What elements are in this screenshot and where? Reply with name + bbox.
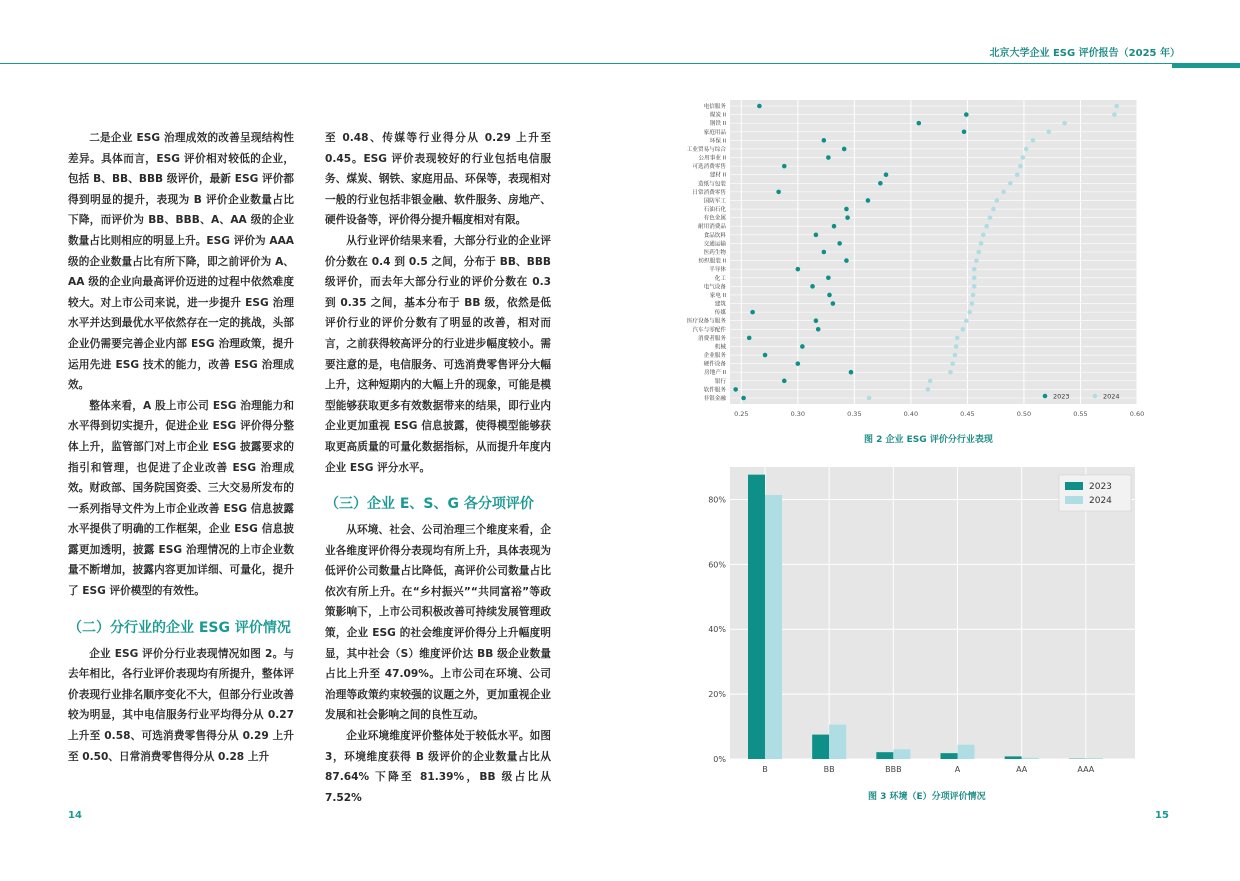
y-tick-label: 食品饮料 bbox=[703, 232, 726, 239]
header-rule bbox=[0, 63, 1240, 64]
point-2024 bbox=[972, 284, 977, 289]
y-tick-label: 40% bbox=[708, 625, 726, 635]
x-tick-label: AA bbox=[1016, 765, 1028, 774]
y-tick-label: 80% bbox=[708, 495, 726, 505]
y-tick-label: 电气设备 bbox=[703, 284, 726, 291]
bar-2023 bbox=[812, 735, 829, 759]
y-tick-label: 非银金融 bbox=[703, 396, 726, 402]
x-tick-label: 0.35 bbox=[847, 410, 862, 418]
point-2023 bbox=[827, 293, 832, 298]
point-2024 bbox=[964, 318, 969, 323]
point-2023 bbox=[810, 284, 815, 289]
y-tick-label: 家电 II bbox=[709, 292, 726, 299]
point-2023 bbox=[831, 301, 836, 306]
point-2024 bbox=[961, 327, 966, 332]
point-2024 bbox=[1008, 181, 1013, 186]
point-2024 bbox=[955, 336, 960, 341]
y-tick-label: 可选消费零售 bbox=[692, 164, 726, 171]
figure3-caption: 图 3 环境（E）分项评价情况 bbox=[868, 792, 986, 802]
point-2024 bbox=[988, 215, 993, 220]
bar-2024 bbox=[1022, 758, 1039, 759]
x-tick-label: 0.60 bbox=[1129, 410, 1145, 418]
point-2023 bbox=[814, 233, 819, 238]
point-2023 bbox=[837, 241, 842, 246]
point-2023 bbox=[741, 396, 746, 401]
bar-2023 bbox=[876, 752, 893, 759]
report-title: 北京大学企业 ESG 评价报告（2025 年） bbox=[989, 48, 1180, 59]
point-2023 bbox=[782, 379, 787, 384]
y-tick-label: 建筑 bbox=[714, 301, 726, 308]
x-tick-label: A bbox=[954, 765, 961, 774]
page-number-left: 14 bbox=[68, 810, 82, 821]
point-2024 bbox=[953, 353, 958, 358]
point-2023 bbox=[832, 224, 837, 229]
point-2024 bbox=[971, 293, 976, 298]
point-2023 bbox=[826, 155, 831, 160]
y-tick-label: 环保 II bbox=[709, 138, 726, 145]
y-tick-label: 化工 bbox=[714, 275, 726, 282]
point-2023 bbox=[964, 112, 969, 117]
x-tick-label: 0.50 bbox=[1016, 410, 1032, 418]
point-2024 bbox=[867, 396, 872, 401]
y-tick-label: 电信服务 bbox=[703, 104, 726, 110]
y-tick-label: 造纸与包装 bbox=[698, 181, 726, 188]
point-2023 bbox=[866, 198, 871, 203]
legend-swatch-2023 bbox=[1065, 482, 1083, 490]
point-2024 bbox=[928, 379, 933, 384]
point-2023 bbox=[782, 164, 787, 169]
point-2023 bbox=[844, 258, 849, 263]
y-tick-label: 石油石化 bbox=[703, 207, 726, 214]
point-2024 bbox=[926, 387, 931, 392]
y-tick-label: 传媒 bbox=[714, 310, 726, 317]
left-text-column bbox=[68, 128, 294, 767]
legend-marker-2023 bbox=[1043, 394, 1048, 399]
bar-2023 bbox=[1005, 756, 1022, 759]
point-2024 bbox=[1114, 104, 1119, 109]
y-tick-label: 硬件设备 bbox=[703, 361, 726, 368]
figure2-caption: 图 2 企业 ESG 评价分行业表现 bbox=[864, 435, 993, 445]
middle-text-column bbox=[325, 128, 551, 808]
bar-2023 bbox=[748, 475, 765, 759]
paragraph: 从环境、社会、公司治理三个维度来看，企业各维度评价得分表现均有所上升，具体表现为低评价公司数量占比降低，高评价公司数量占比依次有所上升。在“乡村振兴”“共同富裕”等政策影响下，上市公司积极改善可持续发展管理政策，企业 ESG 的社会维度评价得分上升幅度明显，其中社会（S）维度评价达 BB 级企业数量占比上升至 47.09%。上市公司在环境、公司治理等政策约束较强的议题之外，更加重视企业发展和社会影响之间的良性互动。 bbox=[325, 524, 551, 722]
x-tick-label: 0.30 bbox=[790, 410, 806, 418]
point-2023 bbox=[845, 215, 850, 220]
point-2024 bbox=[972, 275, 977, 280]
x-tick-label: 0.45 bbox=[960, 410, 975, 418]
y-tick-label: 国防军工 bbox=[703, 198, 726, 205]
point-2023 bbox=[733, 387, 738, 392]
point-2024 bbox=[972, 267, 977, 272]
point-2023 bbox=[822, 250, 827, 255]
point-2023 bbox=[757, 104, 762, 109]
y-tick-label: 纺织服装 II bbox=[698, 258, 726, 265]
point-2024 bbox=[1015, 172, 1020, 177]
paragraph: 至 0.48、传媒等行业得分从 0.29 上升至 0.45。ESG 评价表现较好的行业包括电信服务、煤炭、钢铁、家庭用品、环保等，表现相对一般的行业包括非银金融、软件服务、房地产、硬件设备等，评价得分提升幅度相对有限。 bbox=[325, 132, 551, 227]
y-tick-label: 煤炭 II bbox=[709, 112, 726, 119]
point-2024 bbox=[1018, 164, 1023, 169]
y-tick-label: 20% bbox=[708, 690, 726, 700]
x-tick-label: 0.40 bbox=[903, 410, 919, 418]
point-2023 bbox=[822, 138, 827, 143]
y-tick-label: 汽车与零配件 bbox=[692, 327, 726, 334]
bar-2024 bbox=[1086, 758, 1103, 759]
y-tick-label: 建材 II bbox=[709, 172, 726, 179]
y-tick-label: 家庭用品 bbox=[703, 129, 726, 136]
point-2024 bbox=[954, 344, 959, 349]
paragraph: 从行业评价结果来看，大部分行业的企业评价分数在 0.4 到 0.5 之间，分布于 BB、BBB 级评价，而去年大部分行业的评价分数在 0.3 到 0.35 之间，基本分布于 BB 级，依然是低评价行业的评价分数有了明显的改善，相对而言，之前获得较高评分的行业进步幅度较小。需要注意的是，电信服务、可选消费零售评分大幅上升，这种短期内的大幅上升的现象，可能是模型能够获取更多有效数据带来的结果，即行业内企业更加重视 ESG 信息披露，使得模型能够获取更高质量的可量化数据指标，从而提升年度内企业 ESG 评分水平。 bbox=[325, 234, 551, 474]
bar-2024 bbox=[958, 745, 975, 759]
section-heading-esg: （三）企业 E、S、G 各分项评价 bbox=[325, 496, 534, 513]
point-2023 bbox=[747, 336, 752, 341]
page-number-right: 15 bbox=[1155, 810, 1169, 821]
y-tick-label: 交通运输 bbox=[703, 241, 726, 248]
point-2024 bbox=[991, 207, 996, 212]
paragraph: 企业环境维度评价整体处于较低水平。如图 3，环境维度获得 B 级评价的企业数量占比从 87.64% 下降至 81.39%，BB 级占比从 7.52% bbox=[325, 730, 551, 804]
point-2024 bbox=[974, 258, 979, 263]
legend-label-2023: 2023 bbox=[1089, 482, 1112, 492]
point-2023 bbox=[816, 327, 821, 332]
point-2024 bbox=[1021, 155, 1026, 160]
point-2024 bbox=[981, 233, 986, 238]
y-tick-label: 企业服务 bbox=[703, 353, 726, 360]
point-2024 bbox=[1001, 190, 1006, 195]
x-tick-label: 0.55 bbox=[1073, 410, 1088, 418]
point-2023 bbox=[776, 190, 781, 195]
point-2024 bbox=[948, 370, 953, 375]
y-tick-label: 工业贸易与综合 bbox=[686, 146, 726, 153]
bar-2024 bbox=[893, 749, 910, 759]
x-tick-label: BB bbox=[823, 765, 835, 774]
point-2023 bbox=[878, 181, 883, 186]
point-2023 bbox=[800, 344, 805, 349]
y-tick-label: 消费者服务 bbox=[698, 335, 726, 342]
y-tick-label: 银行 bbox=[714, 378, 726, 385]
point-2023 bbox=[796, 361, 801, 366]
y-tick-label: 日常消费零售 bbox=[692, 189, 726, 196]
legend-swatch-2024 bbox=[1065, 496, 1083, 504]
point-2024 bbox=[1047, 129, 1052, 134]
y-tick-label: 软件服务 bbox=[703, 387, 726, 394]
point-2023 bbox=[884, 172, 889, 177]
legend-label-2024: 2024 bbox=[1103, 392, 1120, 401]
bar-2023 bbox=[941, 753, 958, 759]
point-2024 bbox=[995, 198, 1000, 203]
header-accent-bar bbox=[1172, 63, 1240, 68]
y-tick-label: 医药生物 bbox=[703, 250, 726, 256]
legend-label-2024: 2024 bbox=[1089, 496, 1112, 506]
point-2023 bbox=[763, 353, 768, 358]
point-2024 bbox=[970, 301, 975, 306]
legend-label-2023: 2023 bbox=[1053, 392, 1070, 401]
point-2023 bbox=[962, 129, 967, 134]
y-tick-label: 公用事业 II bbox=[698, 155, 726, 162]
point-2024 bbox=[1112, 112, 1117, 117]
point-2024 bbox=[1031, 138, 1036, 143]
y-tick-label: 0% bbox=[713, 755, 726, 764]
y-tick-label: 60% bbox=[708, 560, 726, 570]
point-2023 bbox=[849, 370, 854, 375]
paragraph: 企业 ESG 评价分行业表现情况如图 2。与去年相比，各行业评价表现均有所提升，整体评价表现行业排名顺序变化不大，但部分行业改善较为明显，其中电信服务行业平均得分从 0.27 上升至 0.58、可选消费零售得分从 0.29 上升至 0.50、日常消费零售得分从 0.28 上升 bbox=[68, 647, 294, 763]
y-tick-label: 耐用消费品 bbox=[698, 224, 726, 231]
point-2024 bbox=[1062, 121, 1067, 126]
legend-marker-2024 bbox=[1093, 394, 1098, 399]
y-tick-label: 钢铁 II bbox=[709, 121, 726, 128]
point-2023 bbox=[917, 121, 922, 126]
y-tick-label: 机械 bbox=[714, 344, 726, 351]
x-tick-label: B bbox=[762, 765, 768, 774]
bar-2024 bbox=[829, 725, 846, 759]
point-2023 bbox=[750, 310, 755, 315]
industry-esg-dot-chart bbox=[686, 96, 1145, 426]
point-2023 bbox=[842, 147, 847, 152]
point-2024 bbox=[967, 310, 972, 315]
paragraph: 二是企业 ESG 治理成效的改善呈现结构性差异。具体而言，ESG 评价相对较低的企业，包括 B、BB、BBB 级评价，最新 ESG 评价都得到明显的提升，表现为 B 评价企业数量占比下降，而评价为 BB、BBB、A、AA 级的企业数量占比则相应的明显上升。ESG 评价为 AAA 级的企业数量占比有所下降，即之前评价为 A、AA 级的企业向最高评价迈进的过程中依然难度较大。对上市公司来说，进一步提升 ESG 治理水平并达到最优水平依然存在一定的挑战，头部企业仍需要完善企业内部 ESG 治理政策，提升运用先进 ESG 技术的能力，改善 ESG 治理成效。 bbox=[68, 132, 294, 392]
y-tick-label: 半导体 bbox=[709, 267, 726, 274]
y-tick-label: 有色金属 bbox=[703, 215, 726, 222]
point-2023 bbox=[844, 207, 849, 212]
section-heading-industry: （二）分行业的企业 ESG 评价情况 bbox=[68, 619, 291, 636]
x-tick-label: BBB bbox=[885, 765, 902, 774]
point-2023 bbox=[826, 275, 831, 280]
x-tick-label: 0.25 bbox=[734, 410, 749, 418]
y-tick-label: 房地产 II bbox=[704, 370, 726, 377]
point-2024 bbox=[984, 224, 989, 229]
point-2024 bbox=[1024, 147, 1029, 152]
environment-rating-bar-chart bbox=[690, 462, 1140, 787]
y-tick-label: 医疗设备与服务 bbox=[686, 318, 726, 325]
point-2023 bbox=[814, 318, 819, 323]
x-tick-label: AAA bbox=[1077, 765, 1095, 774]
point-2024 bbox=[976, 250, 981, 255]
point-2023 bbox=[796, 267, 801, 272]
point-2024 bbox=[979, 241, 984, 246]
paragraph: 整体来看，A 股上市公司 ESG 治理能力和水平得到切实提升，促进企业 ESG 评价得分整体上升，监管部门对上市企业 ESG 披露要求的指引和管理，也促进了企业改善 ESG 治理成效。财政部、国务院国资委、三大交易所发布的一系列指导文件为上市企业改善 ESG 信息披露水平提供了明确的工作框架，企业 ESG 信息披露更加透明，披露 ESG 治理情况的上市企业数量不断增加，披露内容更加详细、可量化，提升了 ESG 评价模型的有效性。 bbox=[68, 399, 294, 598]
point-2024 bbox=[950, 361, 955, 366]
bar-2024 bbox=[765, 495, 782, 759]
